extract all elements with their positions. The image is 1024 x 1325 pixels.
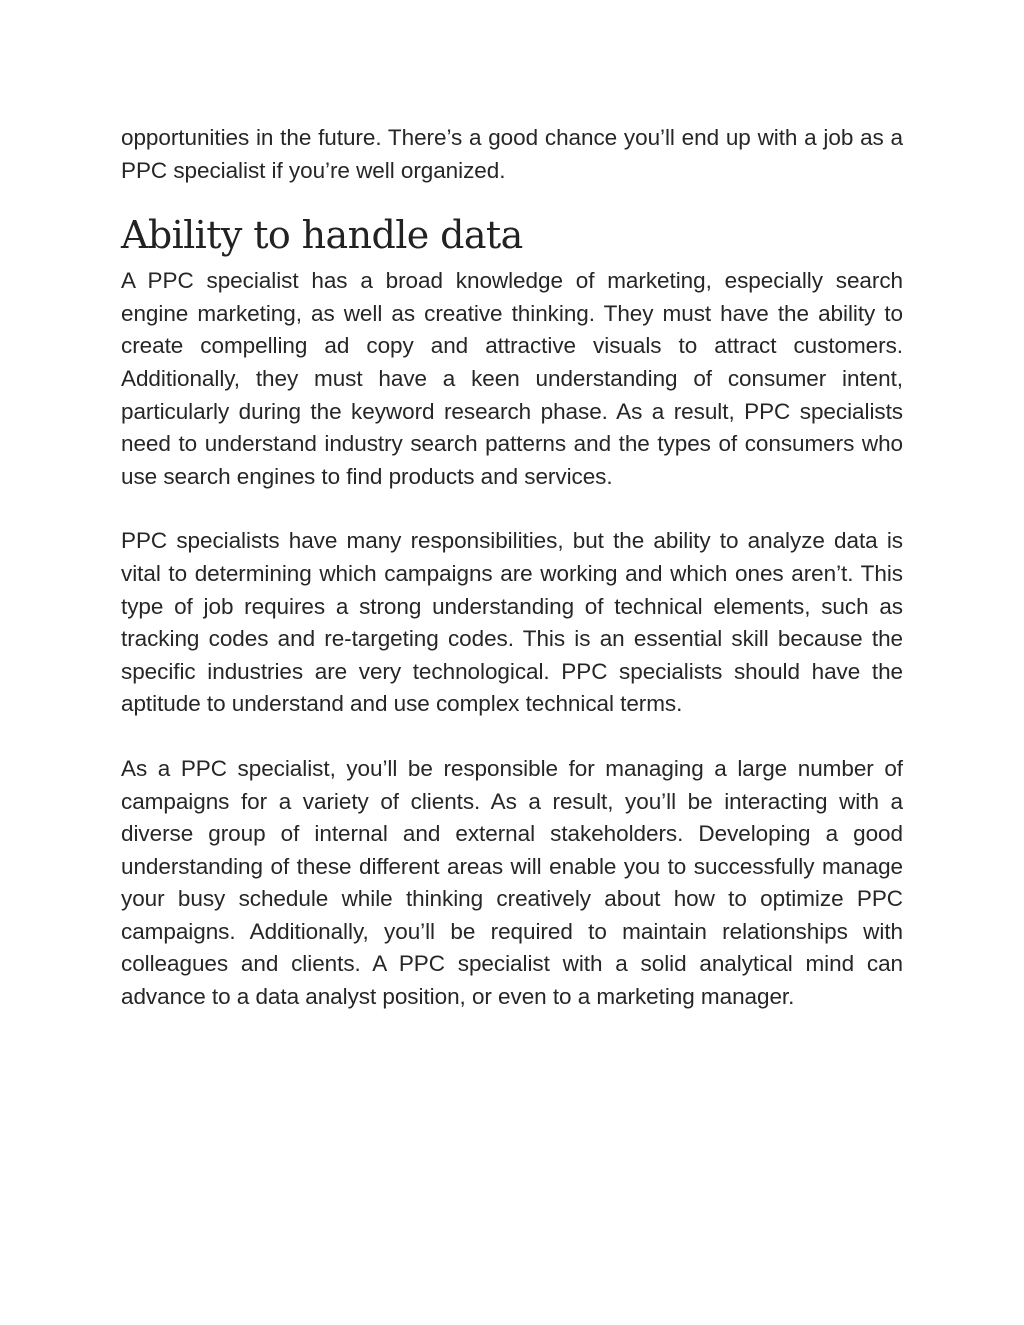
body-paragraph-1: A PPC specialist has a broad knowledge of marketing, especially search engine marketing, as well as creative thinking. They must have the ability to create compelling ad copy and attractive visuals to attract customers. Additionally, they must have a keen understanding of consumer intent, particularly during the keyword research phase. As a result, PPC specialists need to understand industry search patterns and the types of consumers who use search engines to find products and services. <box>121 268 903 489</box>
body-paragraph-2: PPC specialists have many responsibilities, but the ability to analyze data is vital to determining which campaigns are working and which ones aren’t. This type of job requires a strong understanding of technical elements, such as tracking codes and re-targeting codes. This is an essential skill because the specific industries are very technological. PPC specialists should have the aptitude to understand and use complex technical terms. <box>121 528 903 717</box>
intro-paragraph: opportunities in the future. There’s a good chance you’ll end up with a job as a PPC specialist if you’re well organized. <box>121 125 903 183</box>
document-page <box>121 122 903 1014</box>
section-ability-to-handle-data <box>121 211 903 1013</box>
section-heading: Ability to handle data <box>121 213 523 258</box>
body-paragraph-3: As a PPC specialist, you’ll be responsible for managing a large number of campaigns for a variety of clients. As a result, you’ll be interacting with a diverse group of internal and external stakeholders. Developing a good understanding of these different areas will enable you to successfully manage your busy schedule while thinking creatively about how to optimize PPC campaigns. Additionally, you’ll be required to maintain relationships with colleagues and clients. A PPC specialist with a solid analytical mind can advance to a data analyst position, or even to a marketing manager. <box>121 755 903 1010</box>
